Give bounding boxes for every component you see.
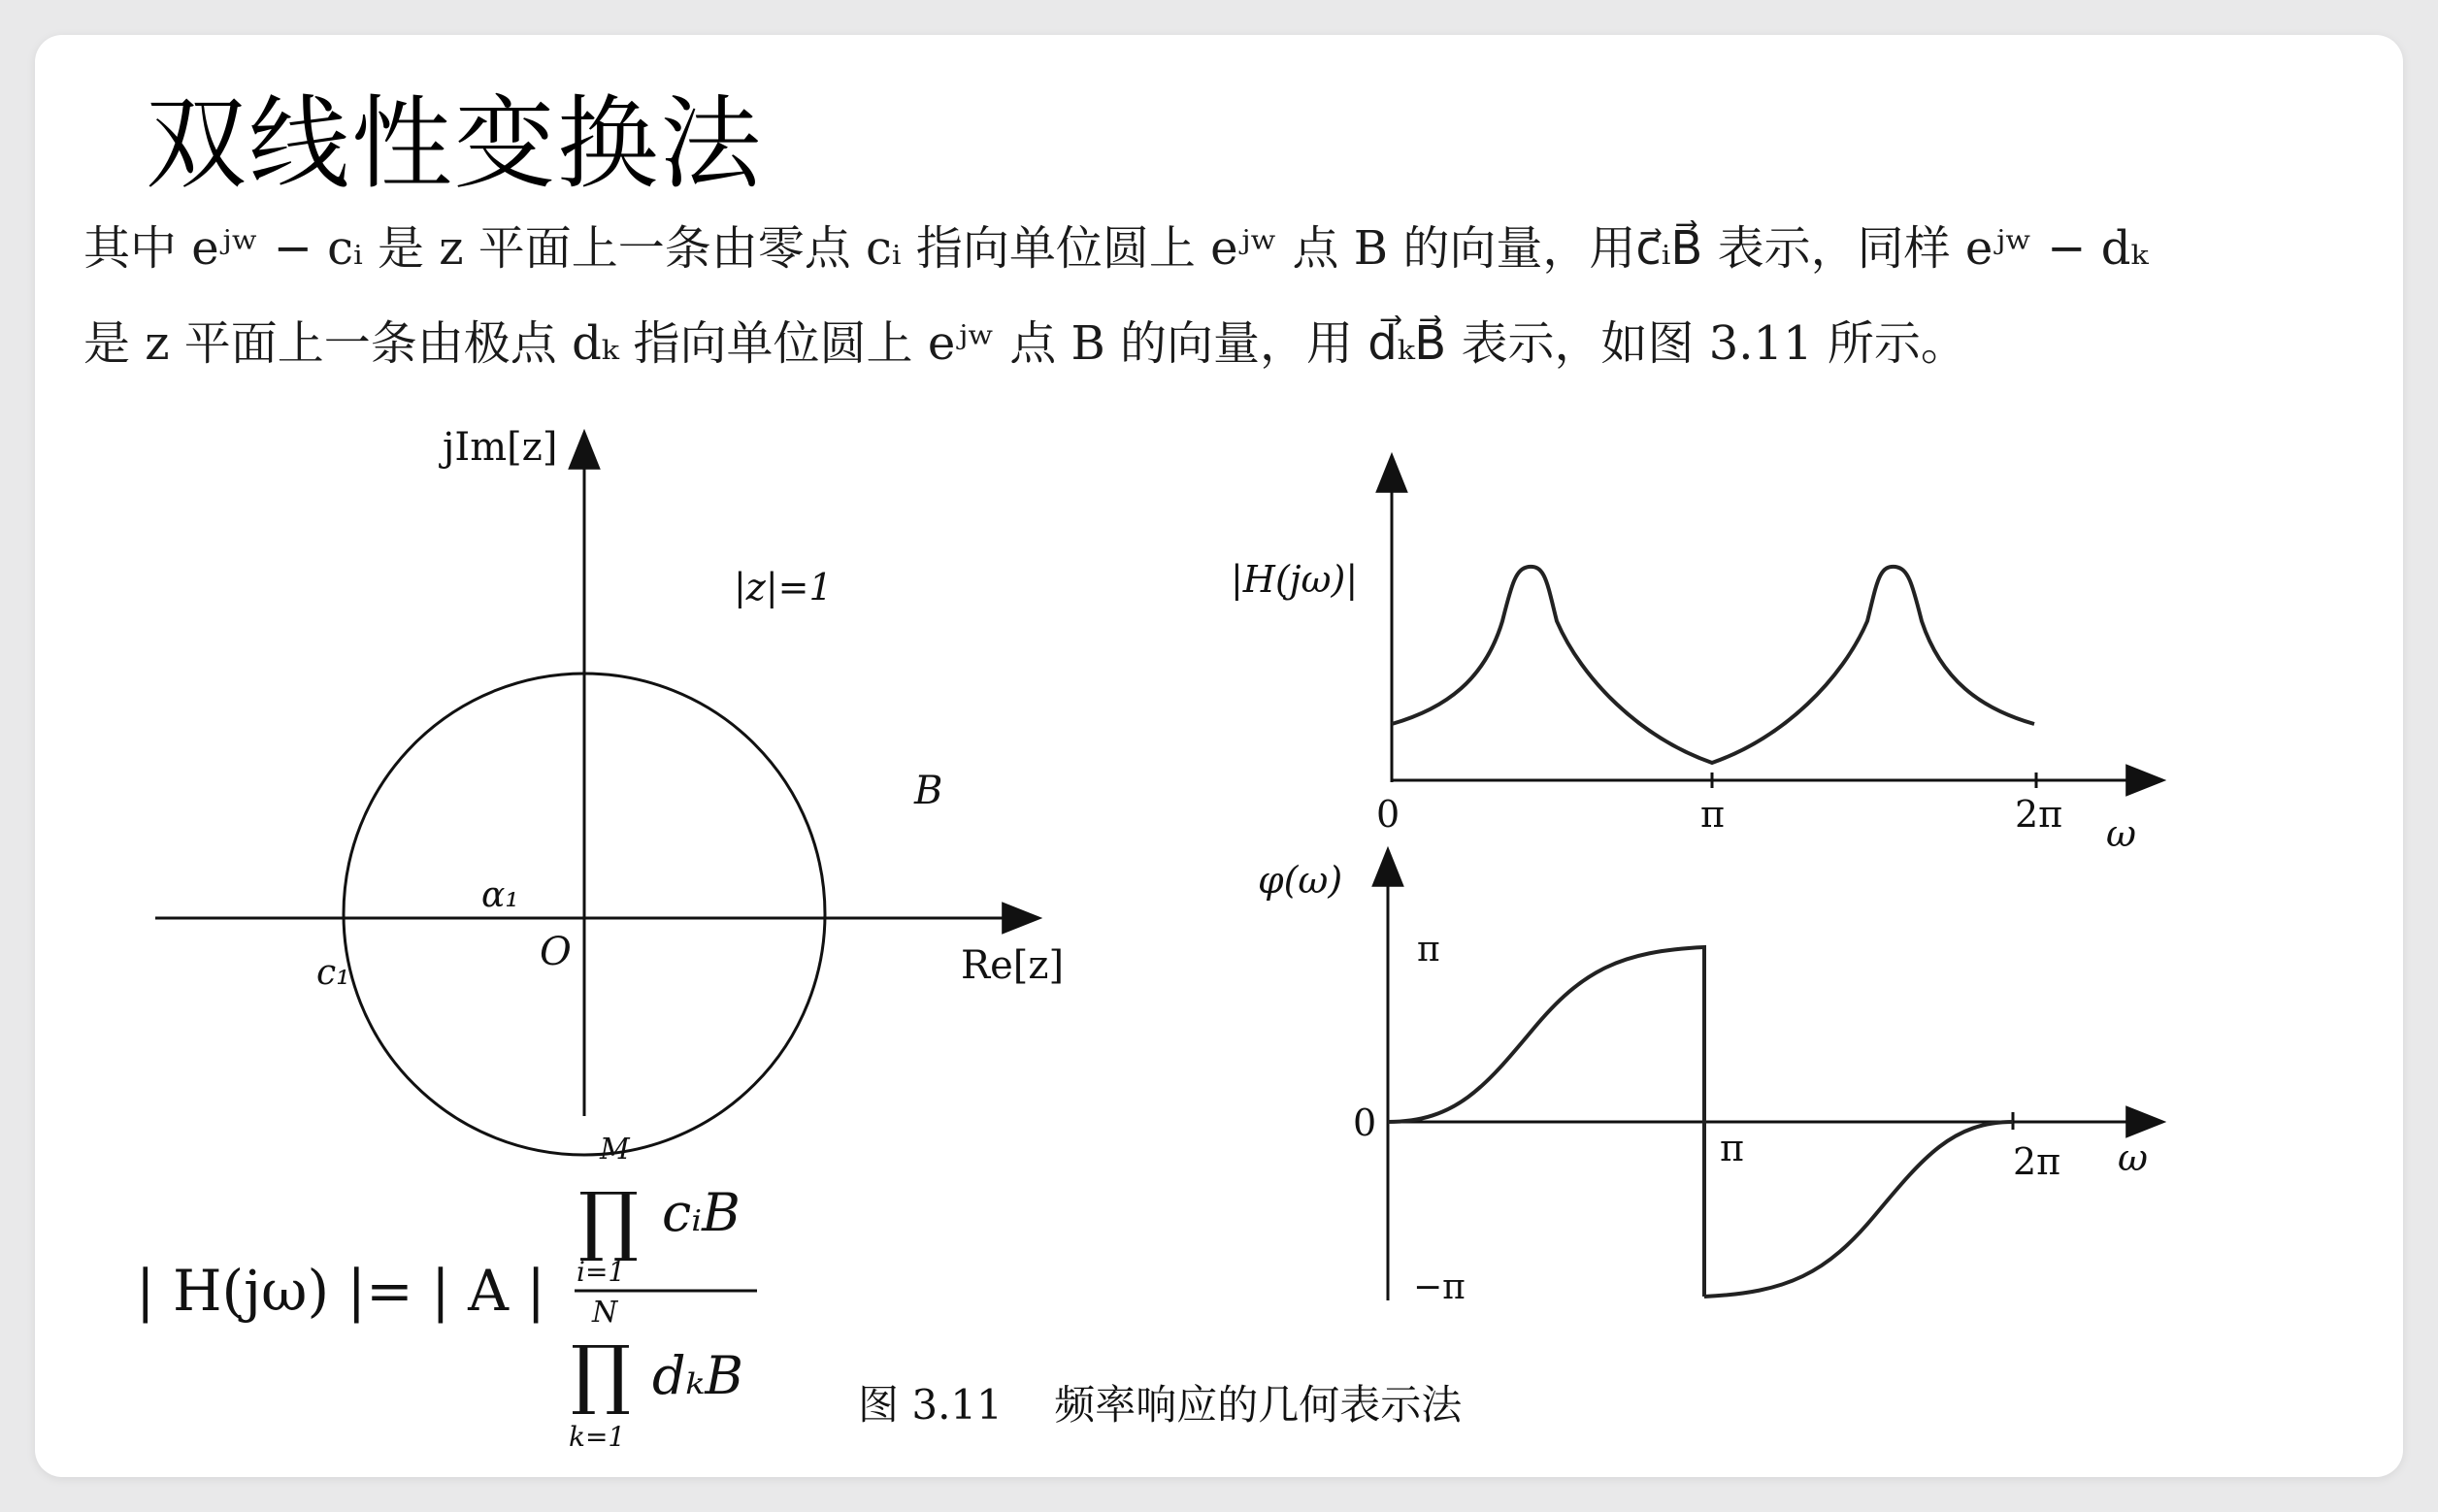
mag-xlabel: ω	[2106, 812, 2136, 855]
formula-den-upper: N	[592, 1296, 618, 1330]
formula-num-upper: M	[600, 1133, 630, 1167]
formula-den-prod: ∏	[571, 1331, 632, 1418]
point-b-label: B	[914, 769, 943, 813]
phase-xlabel: ω	[2118, 1136, 2148, 1179]
circle-label: |z|=1	[734, 566, 833, 608]
alpha-label: α₁	[481, 875, 519, 915]
imag-axis-label: jIm[z]	[443, 425, 558, 470]
phase-ylabel: φ(ω)	[1258, 859, 1343, 902]
zero-label: c₁	[316, 953, 350, 993]
phase-tick-pi-label: π	[1417, 930, 1440, 970]
phase-curve-negative	[1704, 1122, 2013, 1297]
paragraph-line-1: 其中 eʲʷ − cᵢ 是 z 平面上一条由零点 cᵢ 指向单位圆上 eʲʷ 点 B 的向量，用c⃗ᵢB⃗ 表示，同样 eʲʷ − dₖ	[83, 221, 2148, 276]
formula-num-prod: ∏	[578, 1177, 640, 1265]
magnitude-formula	[136, 1133, 757, 1453]
magnitude-curve	[1392, 567, 2034, 763]
mag-ylabel: |H(jω)|	[1231, 558, 1359, 601]
mag-tick-2pi-label: 2π	[2015, 793, 2063, 836]
phase-x-tick-2pi-label: 2π	[2013, 1140, 2061, 1183]
z-plane-diagram	[155, 425, 1064, 1155]
formula-num-term: cᵢB	[662, 1182, 741, 1243]
mag-tick-0-label: 0	[1376, 793, 1400, 836]
phase-x-tick-pi-label: π	[1720, 1127, 1744, 1169]
phase-tick-0-label: 0	[1353, 1101, 1377, 1144]
magnitude-plot	[1231, 456, 2162, 855]
formula-den-lower: k=1	[569, 1421, 626, 1453]
phase-tick-minus-pi-label: −π	[1413, 1267, 1466, 1307]
slide-title: 双线性变换法	[146, 84, 764, 203]
origin-label: O	[540, 930, 572, 974]
figure-caption: 图 3.11 频率响应的几何表示法	[858, 1381, 1463, 1429]
mag-tick-pi-label: π	[1700, 793, 1725, 836]
formula-lhs: | H(jω) |= | A |	[136, 1258, 545, 1324]
formula-den-term: dₖB	[652, 1345, 743, 1406]
phase-plot	[1258, 850, 2162, 1307]
formula-num-lower: i=1	[577, 1256, 626, 1288]
paragraph-line-2: 是 z 平面上一条由极点 dₖ 指向单位圆上 eʲʷ 点 B 的向量，用 d⃗ₖB⃗ 表示，如图 3.11 所示。	[83, 316, 1967, 371]
real-axis-label: Re[z]	[961, 943, 1065, 988]
